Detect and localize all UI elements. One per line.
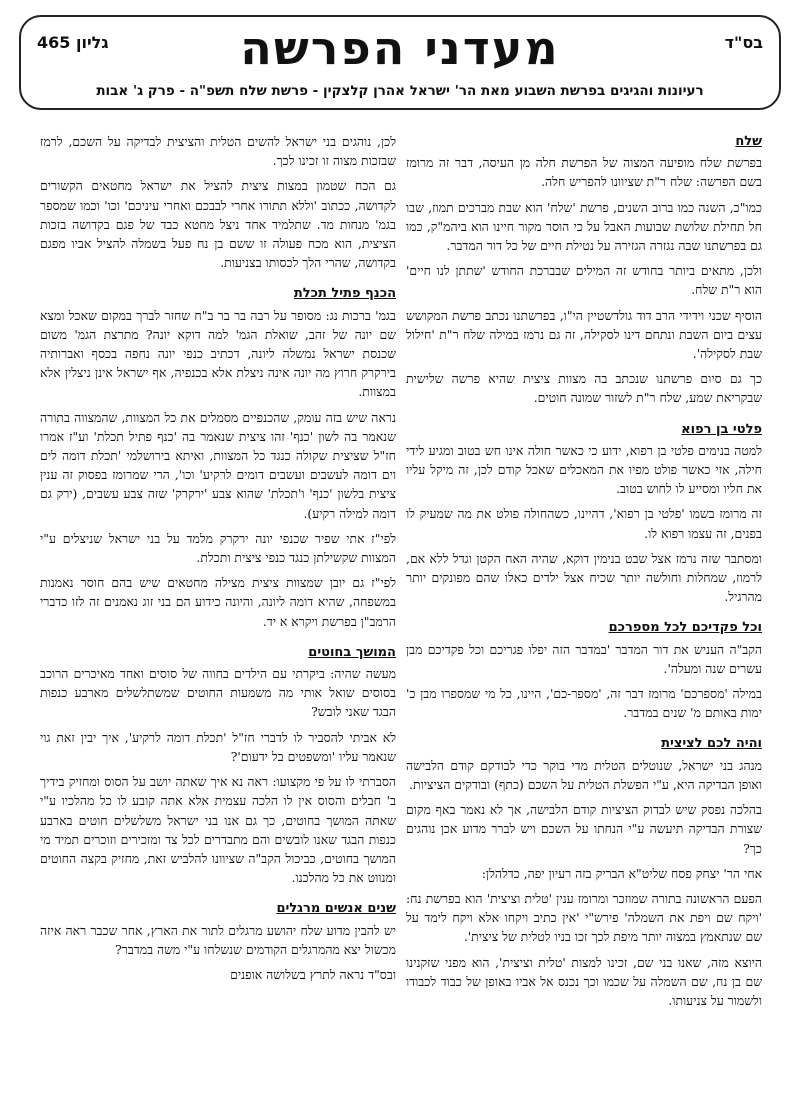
section-heading: והיה לכם לציצית xyxy=(661,736,762,752)
paragraph: בפרשת שלח מופיעה המצוה של הפרשת חלה מן העיסה, דבר זה מרומז בשם הפרשה: שלח ר"ת שציוונו להפריש חלה. xyxy=(406,155,762,190)
section-heading: המושך בחוטים xyxy=(308,644,396,660)
paragraph: לכן, נוהגים בני ישראל להשים הטלית והציצית לבדיקה על השכם, לרמז שבזכות מצוה זו זכינו לכך. xyxy=(40,134,396,169)
paragraph: ובס"ד נראה לתרץ בשלושה אופנים xyxy=(230,966,396,982)
paragraph: הפעם הראשונה בתורה שמוזכר ומרומז ענין 'טלית וציצית' הוא בפרשת נח: 'ויקח שם ויפת את השמלה' פירש"י 'אין כתיב ויקחו אלא ויקח לימד על שם שנתאמץ במצוה יותר מיפת לכך זכו בניו לטלית של ציצית'. xyxy=(406,890,762,945)
paragraph: כך גם סיום פרשתנו שנכתב בה מצוות ציצית שהיא פרשה שלישית שבקריאת שמע, שלח ר"ת לשזור שמונה חוטים. xyxy=(406,371,762,406)
paragraph: מנהג בני ישראל, שנוטלים הטלית מדי בוקר כדי לבודקם קודם הלבישה ואופן הבדיקה היא, ע"י הפשלת הטלית על השכם (כתף) ובודקים הציציות. xyxy=(406,757,762,792)
paragraph: לפי"ז גם יובן שמצוות ציצית מצילה מחטאים שיש בהם חוסר נאמנות במשפחה, שהיא דומה ליונה, והיונה כידוע הם בני זוג נאמנים זה לזו כדברי הרמב"ן בפרשת ויקרא א יד. xyxy=(40,575,396,629)
paragraph: ומסתבר שזה נרמז אצל שבט בנימין דוקא, שהיה האח הקטן וגדל ללא אם, לרמוז, שמחלות וחולשה יותר שכיח אצל ילדים כאלו שהם מפונקים יותר מהרגיל. xyxy=(406,550,762,605)
bsd-mark: בס"ד xyxy=(724,33,763,52)
issue-number: גליון 465 xyxy=(37,33,109,52)
left-column xyxy=(40,132,396,1100)
paragraph: היוצא מזה, שאנו בני שם, זכינו למצות 'טלית וציצית', הוא מפני שזקנינו שם בן נח, שם השמלה על שכמו וכך נכנס אל אביו באופן של כבוד לכבודו ולשמור על צניעותו. xyxy=(406,954,762,1008)
paragraph: נראה שיש בזה עומק, שהכנפיים מסמלים את כל המצוות, שהמצווה בתורה שנאמר בה לשון 'כנף' זהו ציצית שנאמר בה 'כנף פתיל תכלת' וע"ז אמרו חז"ל שציצית שקולה כנגד כל המצוות, ואיתא בירושלמי 'תכלת דומה לים וים דומה לעשבים ועשבים דומים לרקיע' וכו', הרי שמרומז בפסוק זה ענין ציצית בלשון 'כנף' ו'תכלת' שהוא צבע 'ירקרק' שזה צבע עשבים, (ירק גם דומה למילה רקיע). xyxy=(40,409,396,521)
section-heading: הכנף פתיל תכלת xyxy=(293,286,396,302)
paragraph: לא אביתי להסביר לו לדברי חז"ל 'תכלת דומה לרקיע', איך יבין זאת גוי שנאמר עליו 'ומשפטים בל ידעום'? xyxy=(40,729,396,764)
paragraph: לפי"ז אתי שפיר שכנפי יונה ירקרק מלמד על בני ישראל שניצלים ע"י המצוות שקשילתן כנגד כנפי ציצית ותכלת. xyxy=(40,530,396,566)
paragraph: ולכן, מתאים ביותר בחודש זה המילים שבברכת החודש 'שתתן לנו חיים' הוא ר"ת שלח. xyxy=(406,263,762,298)
masthead xyxy=(19,15,781,110)
paragraph: בגמ' ברכות נג: מסופר על רבה בר בר ב"ח שחזר לברך במקום שאכל ומצא שם יונה של זהב, שואלת הגמ' למה דוקא יונה? מתרצת הגמ' משום שכנסת ישראל נמשלה ליונה, דכתיב כנפי יונה נחפה בכסף ואברותיה בירקרק חרוץ מה יונה אינה ניצלת אלא בכנפיה, אף ישראל אינן ניצלין אלא במצוות. xyxy=(40,307,396,400)
publication-subtitle: רעיונות והגיגים בפרשת השבוע מאת הר' ישראל אהרן קלצקין - פרשת שלח תשפ"ה - פרק ג' אבות xyxy=(96,83,704,99)
section-heading: פלטי בן רפוא xyxy=(681,421,762,437)
paragraph: זה מרומז בשמו 'פלטי בן רפוא', דהיינו, כשהחולה פולט את מה שמעיק לו בפנים, זה עצמו רפוא לו. xyxy=(406,506,762,541)
paragraph: כמו"כ, השנה כמו ברוב השנים, פרשת 'שלח' הוא שבת מברכים תמוז, שבו חל תחילת שלושת שבועות האבל על כי הוסר מקור חיינו הוא ביהמ"ק, כמו גם בפרשתנו שבה נגזרה הגזירה על נטילת חיים של כל דור המדבר. xyxy=(406,199,762,254)
paragraph: למטה בנימים פלטי בן רפוא, ידוע כי כאשר חולה אינו חש בטוב ומגיע לידי חילה, אזי כאשר פולט מפיו את המאכלים שאכל קודם לכן, זה מיקל עליו את חליו ומסייע לו לחוש בטוב. xyxy=(406,442,762,497)
paragraph: בהלכה נפסק שיש לבדוק הציציות קודם הלבישה, אך לא נאמר באף מקום שצורת הבדיקה תיעשה ע"י הנחתו על השכם ויש לברר מדוע אכן נוהגים כך? xyxy=(406,802,762,856)
section-heading: שלח xyxy=(735,134,762,149)
paragraph: יש להבין מדוע שלח יהושע מרגלים לתור את הארץ, אחר שכבר ראה איזה מכשול יצא מהמרגלים הקודמים שנשלחו ע"י משה במדבר? xyxy=(40,922,396,957)
paragraph: גם הכח שטמון במצות ציצית להציל את ישראל מחטאים הקשורים לקדושה, ככתוב 'וללא תתורו אחרי לבבכם ואחרי עיניכם' וכו' וכמו שמספר בגמ' מנחות מד. שתלמיד אחד ניצל מחטא כבד של פגם בקדושה בזכות הציצית, הוא מכח פעולה זו ששם בן נח פעל בשמלה להציל אביו מפגם בקדושה, שהרי הלך לכסותו בצניעות. xyxy=(40,178,396,271)
section-heading: שנים אנשים מרגלים xyxy=(276,901,396,917)
paragraph: הסברתי לו על פי מקצועו: ראה נא איך שאתה יושב על הסוס ומחזיק בידיך ב' חבלים והסוס אין לו הלכה עצמית אלא אתה קובע לו כל מהלכיו ע"י שאתה המושך בחוטים, כך גם אנו בני ישראל משלשלים חוטים בארבע כנפות הבגד שאנו לובשים והם מתבדרים לכל צד ומזכירים וזוכרים תמיד מי המושך בחוטים, כביכול הקב"ה שציוונו להלביש זאת, מחזיק בקצה החוטים ומנווט את כל מהלכנו. xyxy=(40,774,396,886)
publication-title: מעדני הפרשה xyxy=(240,21,560,75)
paragraph: במילה 'מספרכם' מרומז דבר זה, 'מספר-כם', היינו, כל מי שמספרו מבן כ' ימות באותם מ' שנים במדבר. xyxy=(406,686,762,721)
paragraph: הקב"ה העניש את דור המדבר 'במדבר הזה יפלו פגריכם וכל פקדיכם מבן עשרים שנה ומעלה'. xyxy=(406,641,762,676)
right-column xyxy=(406,132,762,1100)
paragraph: מעשה שהיה: ביקרתי עם הילדים בחווה של סוסים ואחד מאיכרים הרוכב בסוסים שואל אותי מה משמעות החוטים שמשתלשלים מארבע כנפות הבגד שאני לובש? xyxy=(40,666,396,720)
paragraph: הוסיף שכני וידידי הרב דוד גולדשטיין הי"ו, בפרשתנו נכתב פרשת המקושש עצים ביום השבת ונתחם דינו לסקילה, זה גם נרמז במילה שלח ר"ת 'חילול שבת לסקילה'. xyxy=(406,307,762,362)
section-heading: וכל פקדיכם לכל מספרכם xyxy=(608,620,762,636)
paragraph: אחי הר' יצחק פסח שליט"א הבריק בזה רעיון יפה, כדלהלן: xyxy=(481,865,762,881)
